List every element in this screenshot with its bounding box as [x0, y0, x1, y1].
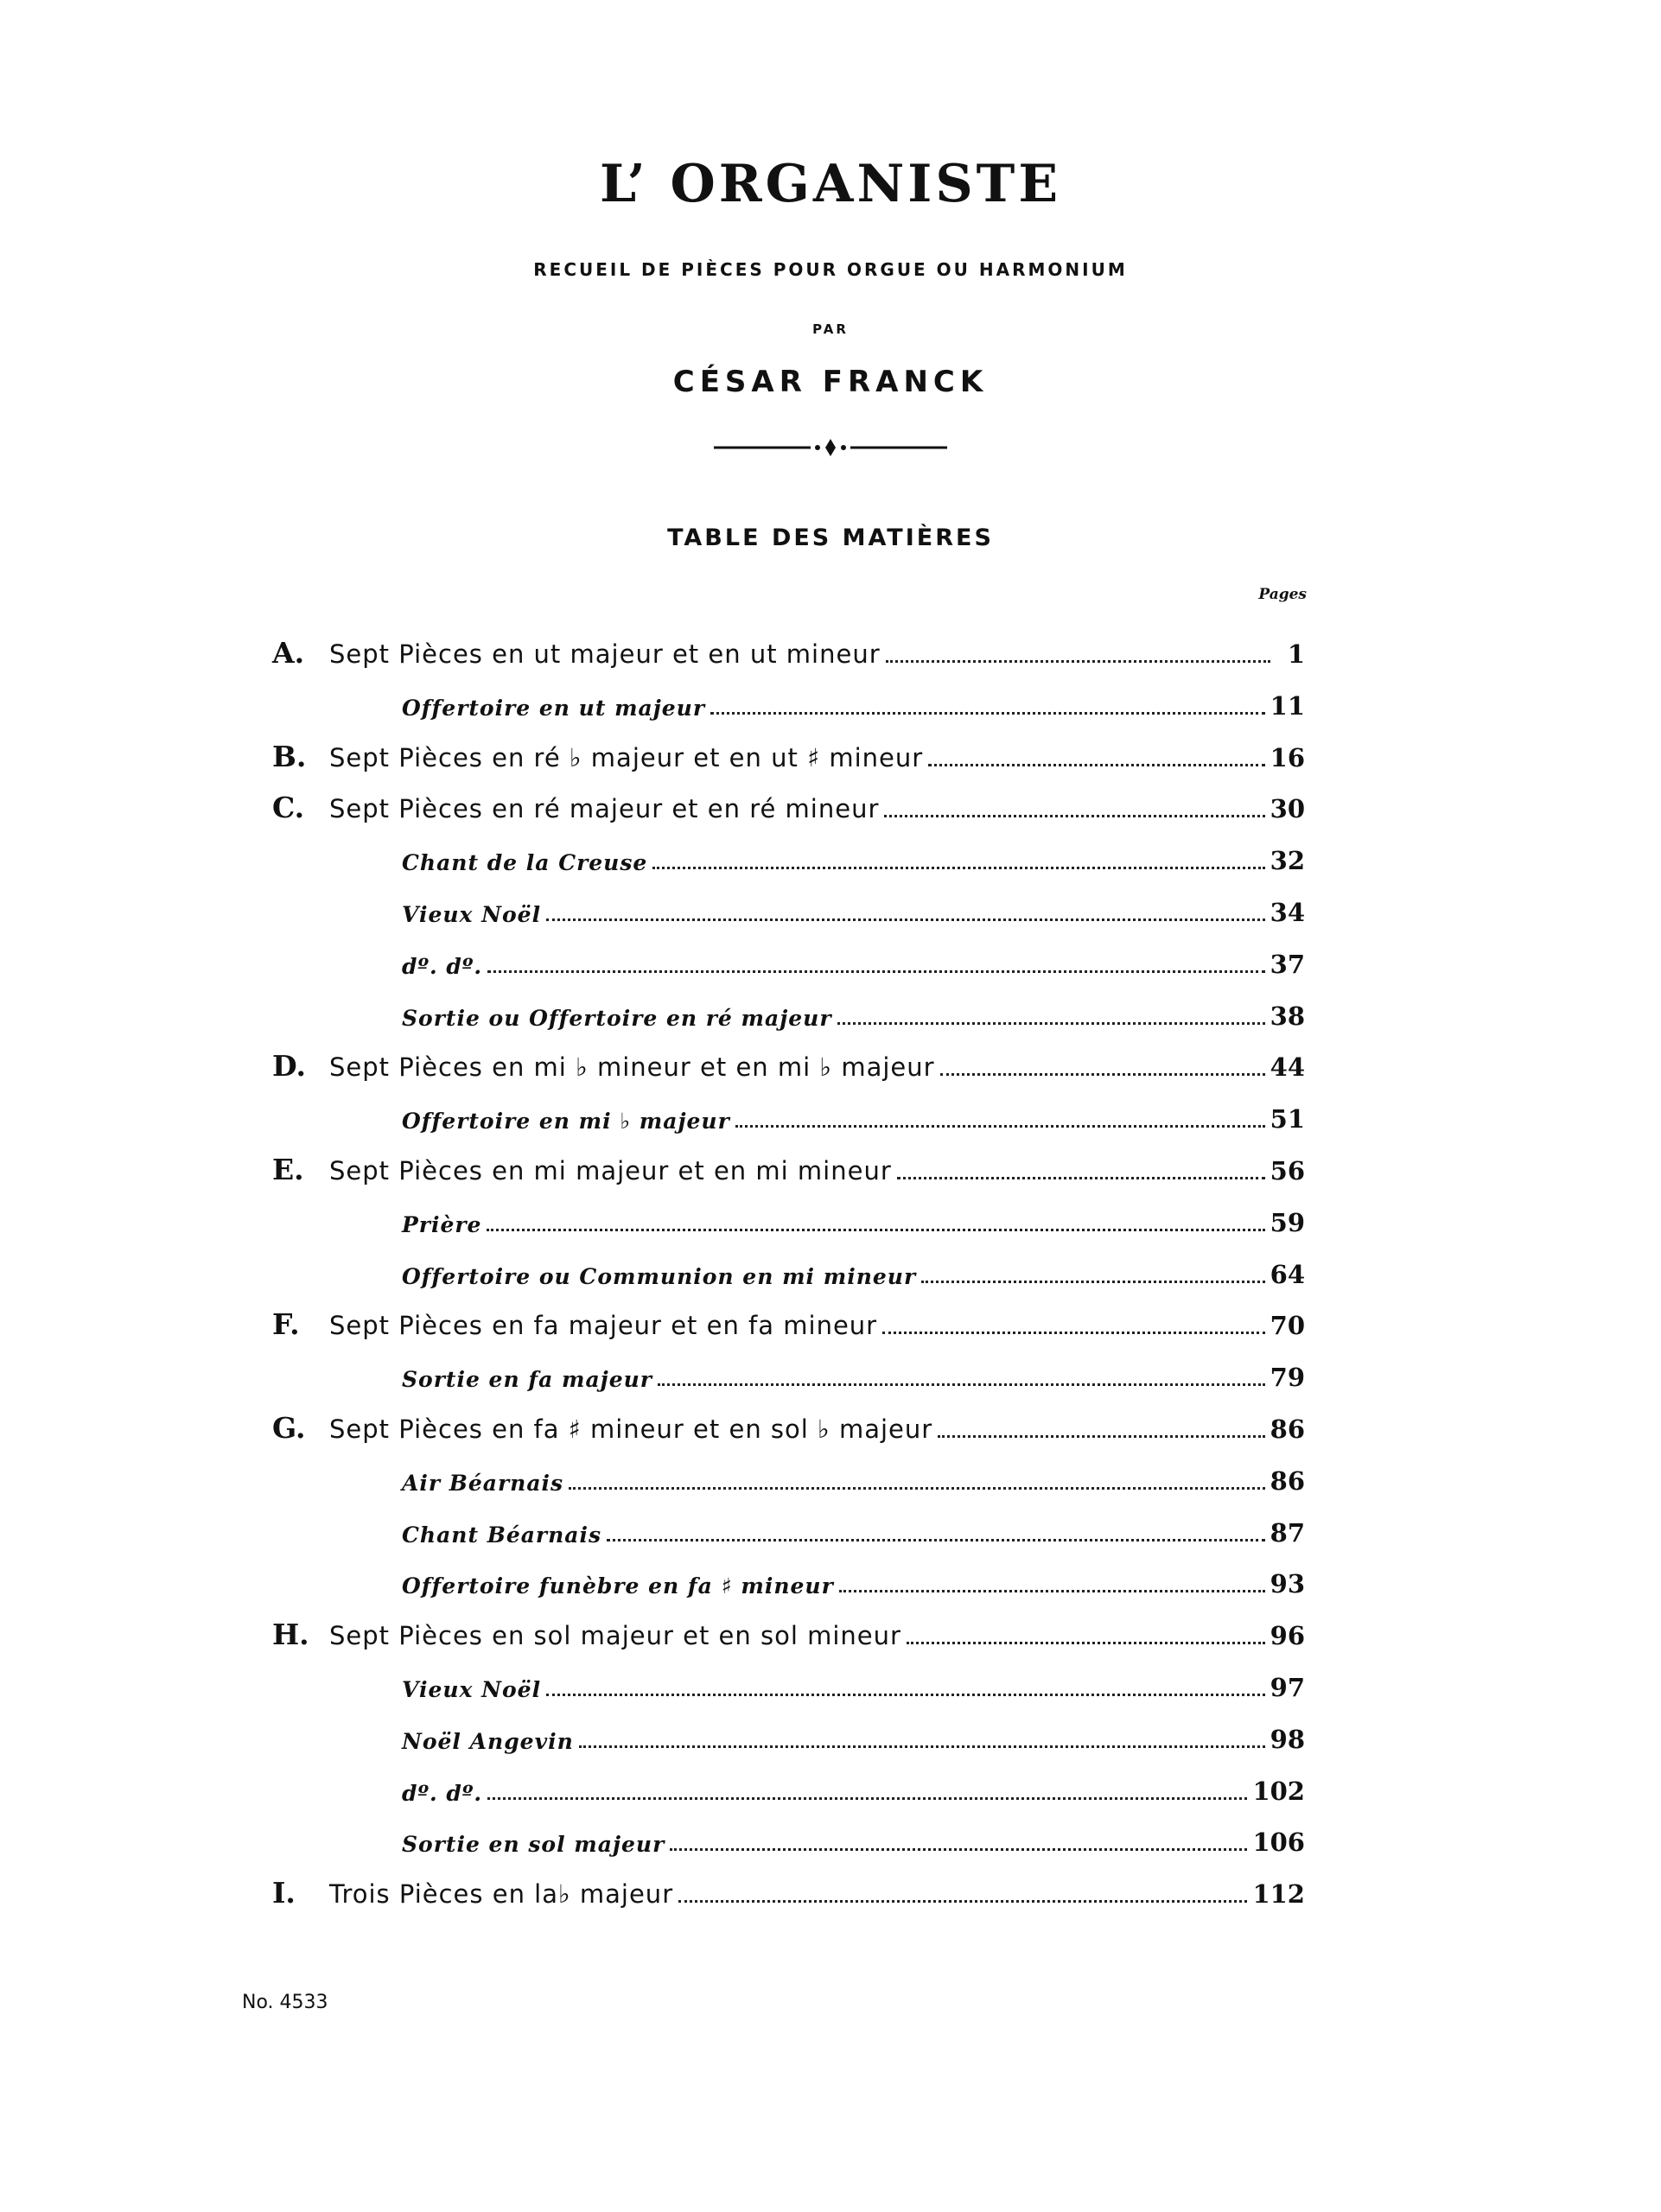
toc-section-letter: D. [272, 1049, 306, 1084]
toc-piece-entry [272, 977, 1305, 1029]
toc-page-number: 38 [1270, 1001, 1305, 1031]
dot-leader [487, 1228, 1264, 1231]
toc-page-number: 98 [1270, 1724, 1305, 1754]
toc-section-letter: F. [272, 1307, 300, 1342]
toc-entry-title: Offertoire en ut majeur [402, 695, 706, 721]
dot-leader [928, 763, 1264, 766]
toc-entry-title: Offertoire funèbre en fa ♯ mineur [402, 1573, 834, 1599]
toc-section-letter: I. [272, 1876, 296, 1910]
dot-leader [938, 1434, 1264, 1438]
toc-section-entry [272, 1132, 1305, 1184]
dot-leader [546, 1693, 1265, 1696]
toc-entry-title: Prière [402, 1211, 482, 1237]
toc-entry-title: Vieux Noël [402, 1677, 542, 1702]
toc-section-letter: B. [272, 739, 307, 773]
composer-name: CÉSAR FRANCK [672, 365, 989, 399]
dot-leader [569, 1486, 1265, 1490]
toc-entry-title: Sept Pièces en fa majeur et en fa mineur [329, 1311, 878, 1341]
toc-page-number: 106 [1252, 1827, 1305, 1858]
toc-entry-title: Sept Pièces en fa ♯ mineur et en sol ♭ majeur [329, 1414, 933, 1444]
toc-page-number: 70 [1270, 1311, 1305, 1341]
dot-leader [658, 1382, 1265, 1386]
ornament-divider-icon [714, 432, 947, 463]
dot-leader [882, 1331, 1265, 1334]
dot-leader [607, 1538, 1265, 1541]
toc-page-number: 64 [1270, 1259, 1305, 1289]
title: L’ ORGANISTE [599, 154, 1062, 214]
dot-leader [487, 969, 1265, 973]
dot-leader [579, 1745, 1265, 1748]
toc-piece-entry [272, 925, 1305, 977]
toc-section-letter: C. [272, 791, 305, 825]
toc-page-number: 96 [1270, 1621, 1305, 1651]
toc-entry-title: Sortie en fa majeur [402, 1367, 652, 1393]
toc-piece-entry [272, 1803, 1305, 1858]
toc-piece-entry [272, 1649, 1305, 1700]
toc-section-letter: E. [272, 1153, 304, 1186]
toc-section-entry [272, 719, 1305, 771]
toc-piece-entry [272, 822, 1305, 874]
toc-page-number: 56 [1270, 1156, 1305, 1185]
toc-section-entry [272, 1028, 1305, 1084]
toc-page-number: 32 [1270, 846, 1305, 876]
toc-page-number: 37 [1270, 949, 1305, 979]
toc-entry-title: Sept Pièces en ré majeur et en ré mineur [329, 794, 880, 824]
toc-piece-entry [272, 1184, 1305, 1236]
toc-page-number: 51 [1270, 1104, 1305, 1135]
toc-page-number: 86 [1270, 1414, 1305, 1444]
toc-page-number: 87 [1270, 1517, 1305, 1548]
catalog-number: No. 4533 [242, 1992, 328, 2013]
toc-entry-title: dº. dº. [402, 1780, 483, 1806]
toc-piece-entry [272, 1494, 1305, 1546]
toc-piece-entry [272, 874, 1305, 925]
toc-page-number: 1 [1287, 639, 1305, 669]
dot-leader [678, 1899, 1247, 1903]
pages-column-label: Pages [1258, 586, 1307, 603]
toc-entry-title: Sept Pièces en sol majeur et en sol mineur [329, 1621, 901, 1651]
toc-page-number: 30 [1270, 794, 1305, 824]
toc-page-number: 34 [1270, 898, 1305, 927]
dot-leader [735, 1124, 1265, 1128]
toc-page-number: 44 [1270, 1052, 1305, 1083]
dot-leader [940, 1072, 1265, 1076]
toc-entry-title: Offertoire en mi ♭ majeur [402, 1109, 730, 1135]
dot-leader [670, 1847, 1247, 1851]
dot-leader [710, 711, 1265, 715]
toc-section-letter: H. [272, 1618, 309, 1652]
toc-piece-entry [272, 1080, 1305, 1135]
dot-leader [897, 1176, 1265, 1179]
dot-leader [837, 1021, 1265, 1025]
dot-leader [886, 659, 1270, 663]
dot-leader [921, 1280, 1265, 1283]
toc-entry-title: Trois Pièces en la♭ majeur [329, 1879, 674, 1910]
toc-piece-entry [272, 1236, 1305, 1287]
toc-entry-title: Noël Angevin [402, 1728, 574, 1754]
toc-entry-title: Chant de la Creuse [402, 850, 648, 876]
toc-section-entry [272, 1287, 1305, 1342]
toc-piece-entry [272, 1545, 1305, 1597]
dot-leader [839, 1589, 1265, 1592]
toc-section-letter: A. [272, 636, 305, 670]
toc-page-number: 11 [1270, 690, 1305, 721]
toc-section-entry [272, 770, 1305, 825]
subtitle: RECUEIL DE PIÈCES POUR ORGUE OU HARMONIUM [533, 259, 1128, 280]
toc-entry-title: Sortie en sol majeur [402, 1832, 665, 1858]
dot-leader [487, 1796, 1247, 1800]
dot-leader [546, 918, 1265, 921]
toc-entry-title: dº. dº. [402, 953, 483, 979]
toc-entry-title: Air Béarnais [402, 1470, 564, 1496]
toc-page-number: 112 [1252, 1879, 1305, 1910]
toc-piece-entry [272, 1700, 1305, 1752]
toc-entry-title: Chant Béarnais [402, 1522, 602, 1548]
toc-page-number: 59 [1270, 1207, 1305, 1237]
toc-piece-entry [272, 1442, 1305, 1494]
toc-section-entry [272, 1597, 1305, 1652]
toc-section-entry [272, 1855, 1305, 1910]
toc-piece-entry [272, 1752, 1305, 1804]
toc-heading: TABLE DES MATIÈRES [667, 524, 994, 551]
toc-page-number: 79 [1270, 1363, 1305, 1393]
toc-piece-entry [272, 667, 1305, 719]
toc-section-entry [272, 1390, 1305, 1445]
toc-section-entry [272, 615, 1305, 670]
toc-page-number: 86 [1270, 1465, 1305, 1496]
toc-entry-title: Sortie ou Offertoire en ré majeur [402, 1005, 832, 1031]
toc-entry-title: Offertoire ou Communion en mi mineur [402, 1263, 917, 1289]
toc-section-letter: G. [272, 1411, 306, 1445]
toc-entry-title: Sept Pièces en mi ♭ mineur et en mi ♭ majeur [329, 1052, 935, 1083]
dot-leader [884, 814, 1264, 817]
toc-page-number: 16 [1270, 742, 1305, 772]
toc-page-number: 102 [1252, 1776, 1305, 1806]
toc-entry-title: Vieux Noël [402, 902, 542, 927]
par-label: PAR [812, 321, 849, 337]
dot-leader [907, 1641, 1265, 1644]
toc-entry-title: Sept Pièces en ut majeur et en ut mineur [329, 639, 881, 669]
toc-page-number: 93 [1270, 1569, 1305, 1599]
toc-entry-title: Sept Pièces en ré ♭ majeur et en ut ♯ mineur [329, 742, 924, 772]
dot-leader [652, 866, 1264, 869]
toc-page-number: 97 [1270, 1673, 1305, 1702]
toc-piece-entry [272, 1338, 1305, 1393]
toc-entry-title: Sept Pièces en mi majeur et en mi mineur [329, 1156, 892, 1185]
